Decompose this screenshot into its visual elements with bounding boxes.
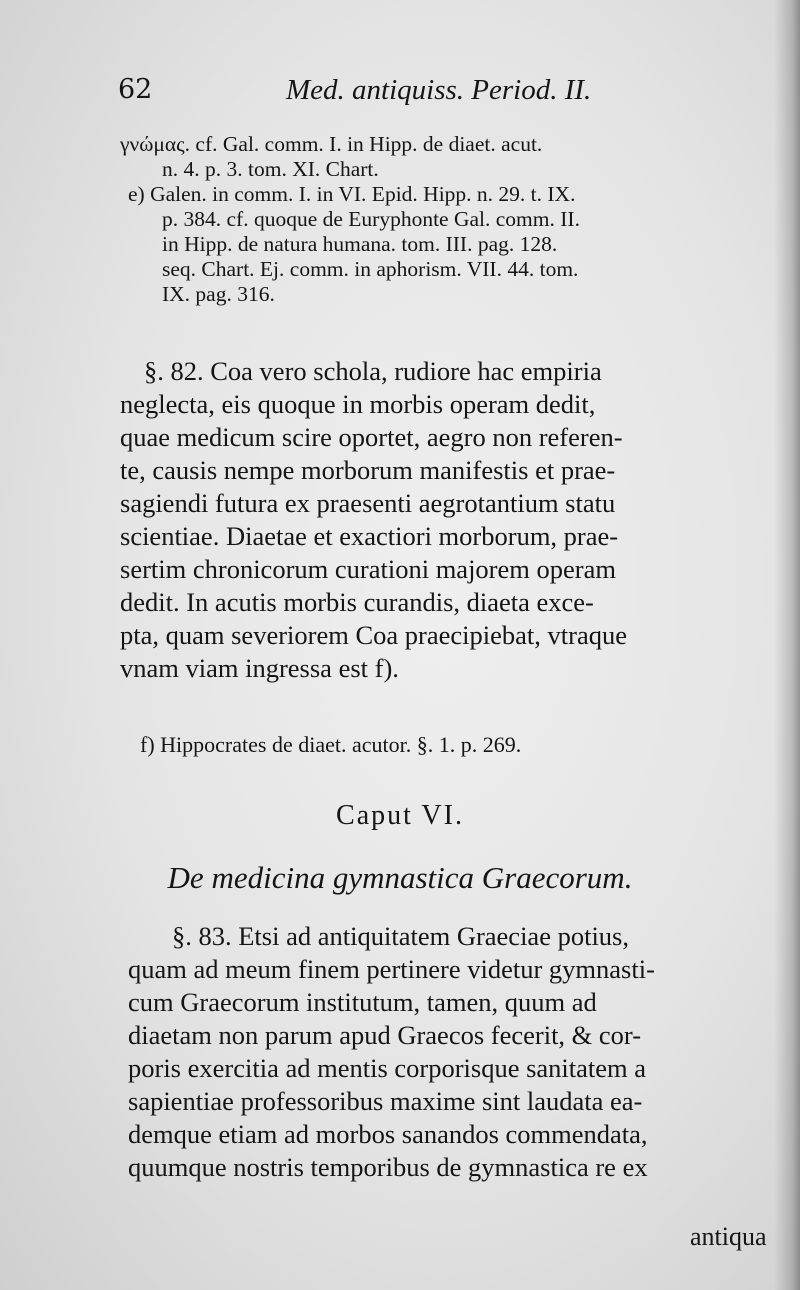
- text-line: dedit. In acutis morbis curandis, diaeta exce-: [120, 587, 594, 617]
- text-line: vnam viam ingressa est f).: [120, 653, 399, 683]
- text-line: §. 83. Etsi ad antiquitatem Graeciae potius,: [172, 921, 629, 951]
- footnote-f: [140, 732, 800, 757]
- footnote-line: seq. Chart. Ej. comm. in aphorism. VII. 44. tom.: [162, 257, 579, 281]
- text-line: sapientiae professoribus maxime sint laudata ea-: [128, 1086, 643, 1116]
- running-head: Med. antiquiss. Period. II.: [286, 74, 592, 106]
- text-line: pta, quam severiorem Coa praecipiebat, vtraque: [120, 620, 627, 650]
- text-line: quam ad meum finem pertinere videtur gymnasti-: [128, 954, 655, 984]
- text-line: te, causis nempe morborum manifestis et prae-: [120, 455, 616, 485]
- text-line: sertim chronicorum curationi majorem operam: [120, 554, 616, 584]
- footnote-line: n. 4. p. 3. tom. XI. Chart.: [162, 157, 379, 181]
- text-line: diaetam non parum apud Graecos fecerit, & cor-: [128, 1020, 642, 1050]
- text-line: scientiae. Diaetae et exactiori morborum, prae-: [120, 521, 619, 551]
- catchword: antiqua: [690, 1222, 767, 1251]
- text-line: neglecta, eis quoque in morbis operam dedit,: [120, 389, 596, 419]
- footnote-line: γνώμας. cf. Gal. comm. I. in Hipp. de diaet. acut.: [120, 132, 543, 156]
- footnote-line: f) Hippocrates de diaet. acutor. §. 1. p. 269.: [140, 732, 522, 757]
- text-line: poris exercitia ad mentis corporisque sanitatem a: [128, 1053, 647, 1083]
- page-header: [118, 74, 778, 114]
- chapter-heading: Caput VI.: [336, 800, 464, 831]
- page-number: 62: [118, 74, 153, 105]
- paragraph-83: [128, 920, 655, 1184]
- text-line: cum Graecorum institutum, tamen, quum ad: [128, 987, 597, 1017]
- footnotes-top: [120, 132, 782, 307]
- footnote-line: IX. pag. 316.: [162, 282, 275, 306]
- footnote-line: e) Galen. in comm. I. in VI. Epid. Hipp. n. 29. t. IX.: [128, 182, 576, 206]
- footnote-line: p. 384. cf. quoque de Euryphonte Gal. comm. II.: [162, 207, 580, 231]
- chapter-title: De medicina gymnastica Graecorum.: [167, 860, 633, 895]
- text-line: quumque nostris temporibus de gymnastica re ex: [128, 1152, 648, 1182]
- text-line: demque etiam ad morbos sanandos commendata,: [128, 1119, 648, 1149]
- text-line: quae medicum scire oportet, aegro non referen-: [120, 422, 623, 452]
- paragraph-82: [120, 355, 627, 685]
- text-line: §. 82. Coa vero schola, rudiore hac empiria: [144, 356, 602, 386]
- text-line: sagiendi futura ex praesenti aegrotantium statu: [120, 488, 616, 518]
- footnote-line: in Hipp. de natura humana. tom. III. pag. 128.: [162, 232, 558, 256]
